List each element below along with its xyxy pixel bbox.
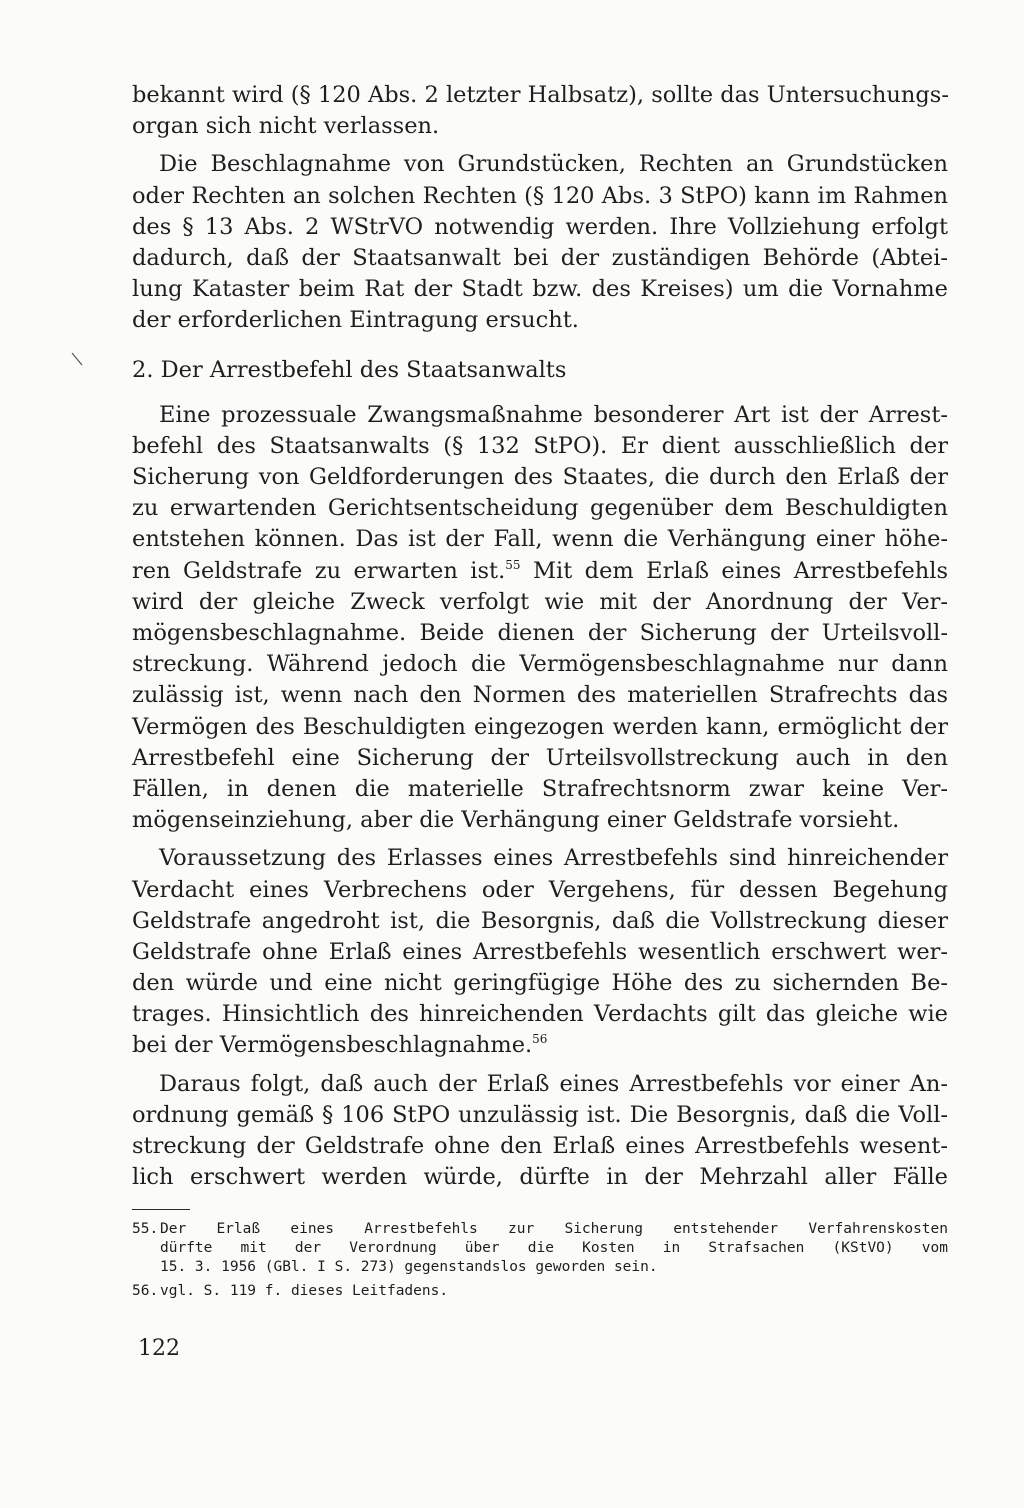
paragraph-5 xyxy=(132,1069,948,1194)
text-line-with-footnote-ref xyxy=(132,1030,948,1061)
text-line: lung Kataster beim Rat der Stadt bzw. des Kreises) um die Vornahme xyxy=(132,276,948,303)
text-line: entstehen können. Das ist der Fall, wenn die Verhängung einer höhe- xyxy=(132,526,948,553)
text-line: Fällen, in denen die materielle Strafrechtsnorm zwar keine Ver- xyxy=(132,775,948,802)
text-line: zulässig ist, wenn nach den Normen des materiellen Strafrechts das xyxy=(132,682,948,709)
text-line-with-footnote-ref xyxy=(132,556,948,587)
text-fragment: bei der Vermögensbeschlagnahme. xyxy=(132,1032,533,1059)
footnote-56 xyxy=(132,1282,948,1301)
text-line: Sicherung von Geldforderungen des Staates, die durch den Erlaß der xyxy=(132,464,948,491)
text-line: wird der gleiche Zweck verfolgt wie mit der Anordnung der Ver- xyxy=(132,588,948,615)
paragraph-2 xyxy=(132,149,948,336)
text-line: ordnung gemäß § 106 StPO unzulässig ist. Die Besorgnis, daß die Voll- xyxy=(132,1101,948,1128)
text-line: den würde und eine nicht geringfügige Höhe des zu sichernden Be- xyxy=(132,970,948,997)
footnote-line: dürfte mit der Verordnung über die Kosten in Strafsachen (KStVO) vom xyxy=(160,1240,948,1257)
text-line: Geldstrafe angedroht ist, die Besorgnis, daß die Vollstreckung dieser xyxy=(132,907,948,934)
footnote-line xyxy=(132,1282,948,1301)
footnote-divider xyxy=(132,1209,190,1210)
paragraph-3 xyxy=(132,400,948,837)
footnote-ref-56[interactable]: 56 xyxy=(532,1032,548,1047)
footnote-text: vgl. S. 119 f. dieses Leitfadens. xyxy=(160,1283,449,1300)
footnotes xyxy=(132,1220,948,1301)
text-line: der erforderlichen Eintragung ersucht. xyxy=(132,307,579,334)
text-line: Die Beschlagnahme von Grundstücken, Rechten an Grundstücken xyxy=(159,151,948,178)
text-fragment: ren Geldstrafe zu erwarten ist. xyxy=(132,557,506,584)
footnote-number: 56. xyxy=(132,1283,159,1300)
paragraph-4 xyxy=(132,843,948,1061)
text-line: streckung. Während jedoch die Vermögensbeschlagnahme nur dann xyxy=(132,651,948,678)
footnote-ref-55[interactable]: 55 xyxy=(505,557,521,572)
margin-pencil-mark-icon xyxy=(70,352,84,366)
text-line: trages. Hinsichtlich des hinreichenden Verdachts gilt das gleiche wie xyxy=(132,1001,948,1028)
footnote-line: 15. 3. 1956 (GBl. I S. 273) gegenstandslos geworden sein. xyxy=(160,1259,658,1276)
section-heading xyxy=(132,355,948,386)
text-line: mögenseinziehung, aber die Verhängung einer Geldstrafe vorsieht. xyxy=(132,807,900,834)
footnote-55 xyxy=(132,1220,948,1277)
text-line: Verdacht eines Verbrechens oder Vergehens, für dessen Begehung xyxy=(132,876,948,903)
paragraph-1 xyxy=(132,80,948,142)
text-line: oder Rechten an solchen Rechten (§ 120 Abs. 3 StPO) kann im Rahmen xyxy=(132,182,948,209)
text-line: organ sich nicht verlassen. xyxy=(132,113,440,140)
text-fragment: Mit dem Erlaß eines Arrestbefehls xyxy=(520,557,948,584)
section-heading-text: 2. Der Arrestbefehl des Staatsanwalts xyxy=(132,356,567,383)
text-line: Daraus folgt, daß auch der Erlaß eines Arrestbefehls vor einer An- xyxy=(159,1070,948,1097)
text-line: Vermögen des Beschuldigten eingezogen werden kann, ermöglicht der xyxy=(132,713,948,740)
text-line: streckung der Geldstrafe ohne den Erlaß eines Arrestbefehls wesent- xyxy=(132,1133,948,1159)
text-line: Geldstrafe ohne Erlaß eines Arrestbefehls wesentlich erschwert wer- xyxy=(132,938,948,965)
text-line: mögensbeschlagnahme. Beide dienen der Sicherung der Urteilsvoll- xyxy=(132,620,948,646)
page-number: 122 xyxy=(138,1336,180,1361)
text-line: des § 13 Abs. 2 WStrVO notwendig werden. Ihre Vollziehung erfolgt xyxy=(132,213,948,240)
text-line: befehl des Staatsanwalts (§ 132 StPO). Er dient ausschließlich der xyxy=(132,432,948,459)
text-line: dadurch, daß der Staatsanwalt bei der zuständigen Behörde (Abtei- xyxy=(132,244,948,271)
text-line: bekannt wird (§ 120 Abs. 2 letzter Halbsatz), sollte das Untersuchungs- xyxy=(132,82,949,108)
footnote-number: 55. xyxy=(132,1221,159,1238)
footnote-line xyxy=(132,1220,948,1239)
text-line: lich erschwert werden würde, dürfte in der Mehrzahl aller Fälle xyxy=(132,1164,948,1191)
text-line: Arrestbefehl eine Sicherung der Urteilsvollstreckung auch in den xyxy=(132,744,948,771)
page-body xyxy=(132,80,948,1306)
text-line: Voraussetzung des Erlasses eines Arrestbefehls sind hinreichender xyxy=(159,845,948,872)
text-line: zu erwartenden Gerichtsentscheidung gegenüber dem Beschuldigten xyxy=(132,495,948,522)
text-line: Eine prozessuale Zwangsmaßnahme besonderer Art ist der Arrest- xyxy=(159,401,948,428)
footnote-text: Der Erlaß eines Arrestbefehls zur Sicherung entstehender Verfahrenskosten xyxy=(160,1221,948,1238)
